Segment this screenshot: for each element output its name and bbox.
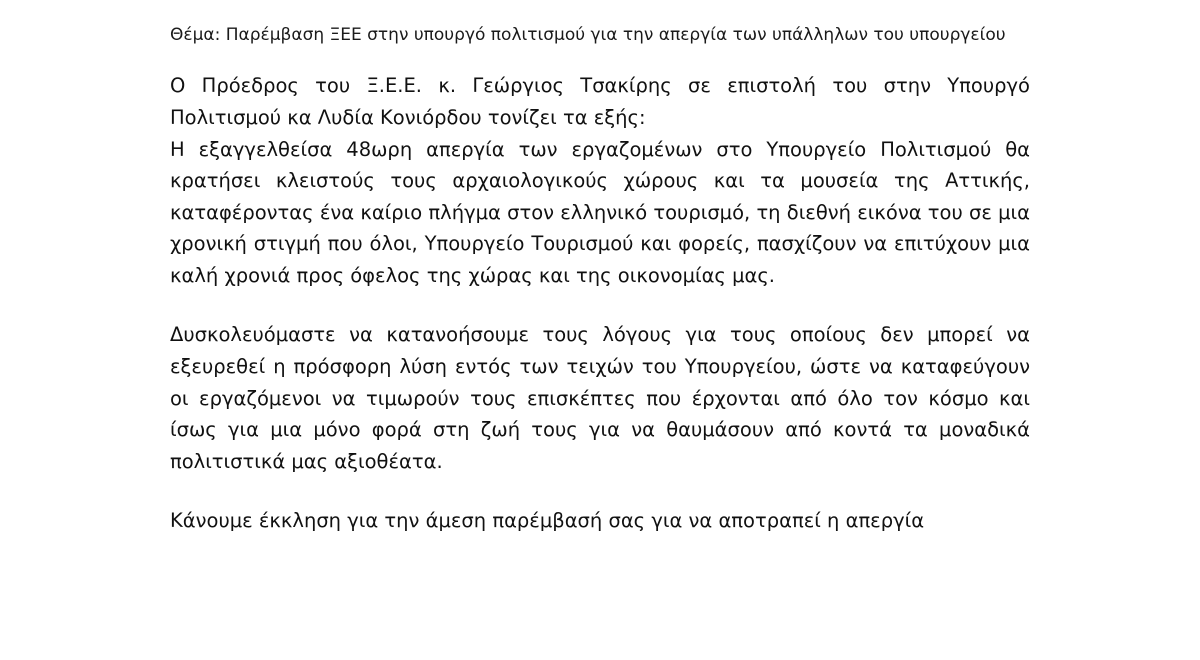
subject-text: Παρέμβαση ΞΕΕ στην υπουργό πολιτισμού για την απεργία των υπάλληλων του υπουργείου <box>225 25 1006 45</box>
document-body <box>170 22 1030 533</box>
paragraph-concern: Δυσκολευόμαστε να κατανοήσουμε τους λόγους για τους οποίους δεν μπορεί να εξευρεθεί η πρόσφορη λύση εντός των τειχών του Υπουργείου, ώστε να καταφεύγουν οι εργαζόμενοι να τιμωρούν τους επισκέπτες που έρχονται από όλο τον κόσμο και ίσως για μια μόνο φορά στη ζωή τους για να θαυμάσουν από κοντά τα μοναδικά πολιτιστικά μας αξιοθέατα. <box>170 323 1030 473</box>
paragraph-strike: Η εξαγγελθείσα 48ωρη απεργία των εργαζομένων στο Υπουργείο Πολιτισμού θα κρατήσει κλειστούς τους αρχαιολογικούς χώρους και τα μουσεία της Αττικής, καταφέροντας ένα καίριο πλήγμα στον ελληνικό τουρισμό, τη διεθνή εικόνα του σε μια χρονική στιγμή που όλοι, Υπουργείο Τουρισμού και φορείς, πασχίζουν να επιτύχουν μια καλή χρονιά προς όφελος της χώρας και της οικονομίας μας. <box>170 137 1030 287</box>
paragraph-spacer-2 <box>170 477 1030 505</box>
paragraph-appeal: Κάνουμε έκκληση για την άμεση παρέμβασή σας για να αποτραπεί η απεργία <box>170 509 925 533</box>
paragraph-intro: Ο Πρόεδρος του Ξ.Ε.Ε. κ. Γεώργιος Τσακίρης σε επιστολή του στην Υπουργό Πολιτισμού κα Λυδία Κονιόρδου τονίζει τα εξής: <box>170 74 1030 129</box>
subject-line <box>170 22 1030 48</box>
paragraph-spacer <box>170 291 1030 319</box>
subject-label: Θέμα: <box>170 25 221 45</box>
